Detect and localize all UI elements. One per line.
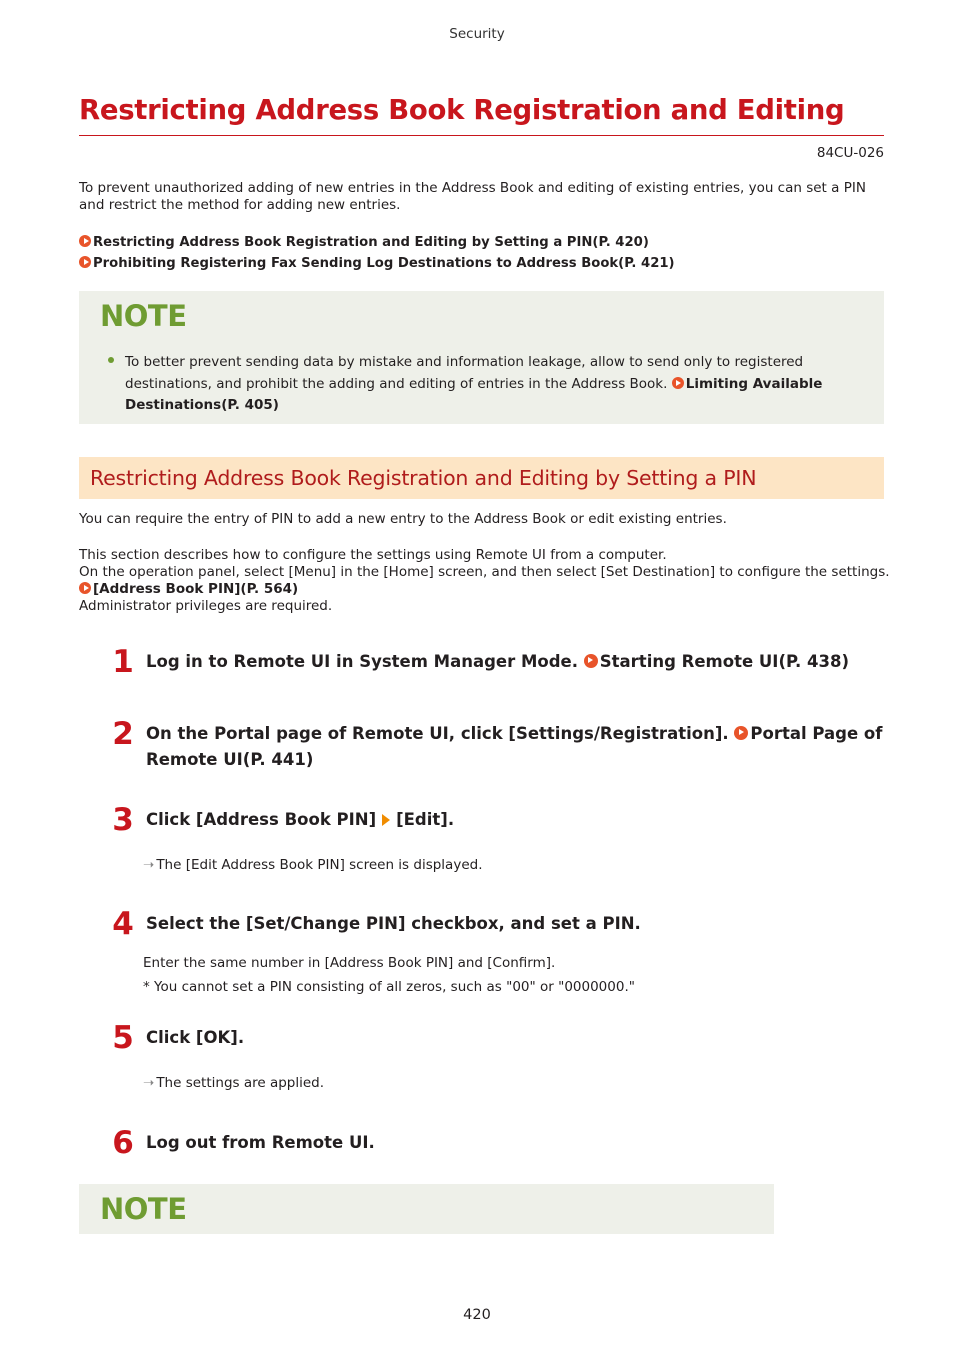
step-1-text: [146, 649, 849, 675]
doc-code: 84CU-026: [816, 145, 884, 161]
circle-arrow-icon: [79, 256, 91, 268]
step-5-result: [143, 1075, 324, 1091]
para2-link-address-book-pin[interactable]: [79, 581, 889, 598]
step-3-result-text: The [Edit Address Book PIN] screen is displayed.: [156, 857, 483, 873]
section-para-2: [79, 547, 889, 615]
step-6-text: Log out from Remote UI.: [146, 1133, 375, 1152]
step-3-text: [146, 807, 454, 833]
step-number: 3: [112, 802, 134, 838]
step-3-part-b: [Edit].: [396, 810, 455, 829]
page-title: Restricting Address Book Registration and Editing: [79, 94, 845, 126]
step-2-instruction: On the Portal page of Remote UI, click [Settings/Registration].: [146, 724, 729, 743]
note-link-part-1: Limiting Available: [685, 375, 823, 392]
link-fax-log-label: Prohibiting Registering Fax Sending Log Destinations to Address Book(P. 421): [93, 256, 675, 271]
section-title: Restricting Address Book Registration and Editing by Setting a PIN: [90, 466, 757, 490]
step-number: 5: [112, 1020, 134, 1056]
step-1-link[interactable]: [584, 652, 849, 671]
title-rule: [79, 135, 884, 136]
step-2-link[interactable]: [734, 724, 882, 743]
step-4-text: Select the [Set/Change PIN] checkbox, and set a PIN.: [146, 914, 641, 933]
step-2-line-1: [146, 721, 883, 747]
section-para-1: You can require the entry of PIN to add a new entry to the Address Book or edit existing entries.: [79, 511, 727, 527]
step-4-detail-1: Enter the same number in [Address Book PIN] and [Confirm].: [143, 955, 556, 971]
step-1-link-label: Starting Remote UI(P. 438): [599, 652, 850, 671]
para2-line-1: This section describes how to configure the settings using Remote UI from a computer.: [79, 547, 667, 563]
step-2-text: [146, 721, 883, 773]
note-link-limiting-destinations[interactable]: [672, 376, 823, 392]
step-4-detail-2: * You cannot set a PIN consisting of all zeros, such as "00" or "0000000.": [143, 979, 635, 995]
triangle-right-icon: [382, 814, 390, 826]
step-number: 2: [112, 716, 134, 752]
intro-line-2: and restrict the method for adding new entries.: [79, 197, 401, 213]
page-number: 420: [463, 1307, 491, 1323]
bullet-icon: [108, 357, 114, 363]
circle-arrow-icon: [584, 654, 598, 668]
note-line-1: To better prevent sending data by mistake and information leakage, allow to send only to registered: [125, 354, 804, 370]
running-header: Security: [449, 26, 505, 42]
circle-arrow-icon: [79, 235, 91, 247]
step-number: 6: [112, 1125, 134, 1161]
step-3-result: [143, 857, 482, 873]
link-pin-section[interactable]: [79, 232, 649, 253]
note-link-part-2[interactable]: Destinations(P. 405): [125, 397, 279, 413]
step-5-result-text: The settings are applied.: [156, 1075, 325, 1091]
note-line-2-text: destinations, and prohibit the adding and editing of entries in the Address Book.: [125, 375, 668, 392]
note-text: [125, 352, 865, 417]
note-line-2: [125, 374, 865, 396]
link-pin-section-label: Restricting Address Book Registration and Editing by Setting a PIN(P. 420): [93, 235, 649, 250]
section-header: [79, 457, 884, 499]
step-2-link-part-2[interactable]: Remote UI(P. 441): [146, 750, 314, 769]
circle-arrow-icon: [734, 726, 748, 740]
step-number: 4: [112, 906, 134, 942]
intro-line-1: To prevent unauthorized adding of new entries in the Address Book and editing of existing entries, you can set a PIN: [79, 180, 866, 196]
result-arrow-icon: ➝: [143, 1075, 155, 1091]
circle-arrow-icon: [79, 582, 91, 594]
step-4-details: [143, 951, 635, 999]
step-number: 1: [112, 644, 134, 680]
step-3-part-a: Click [Address Book PIN]: [146, 810, 377, 829]
note-title: NOTE: [100, 299, 187, 333]
circle-arrow-icon: [672, 377, 684, 389]
note-title-2: NOTE: [100, 1192, 187, 1226]
result-arrow-icon: ➝: [143, 857, 155, 873]
para2-line-3: Administrator privileges are required.: [79, 598, 333, 614]
para2-line-2: On the operation panel, select [Menu] in the [Home] screen, and then select [Set Destination] to configure the settings.: [79, 564, 890, 580]
step-5-text: Click [OK].: [146, 1028, 245, 1047]
link-fax-log-section[interactable]: [79, 253, 675, 274]
para2-link-label: [Address Book PIN](P. 564): [93, 581, 299, 597]
step-2-link-part-1: Portal Page of: [750, 724, 883, 743]
step-1-instruction: Log in to Remote UI in System Manager Mode.: [146, 652, 579, 671]
intro-paragraph: [79, 180, 889, 214]
